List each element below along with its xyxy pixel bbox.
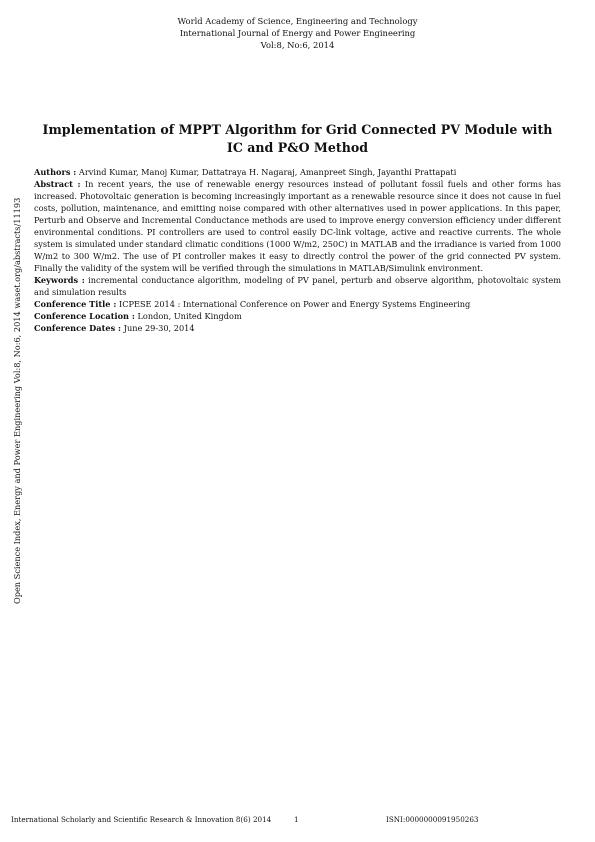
conference-location-value: London, United Kingdom	[137, 311, 242, 321]
footer-isni: ISNI:0000000091950263	[386, 815, 479, 824]
conference-location-row	[34, 310, 561, 322]
authors-label: Authors :	[34, 167, 77, 177]
paper-metadata	[34, 166, 561, 334]
side-index-text: Open Science Index, Energy and Power Engineering Vol:8, No:6, 2014 waset.org/abstracts/11193	[12, 197, 22, 604]
abstract-text: In recent years, the use of renewable energy resources instead of pollutant fossil fuels and other forms has increased. Photovoltaic generation is becoming increasingly important as a renewable resource since it does not cause in fuel costs, pollution, maintenance, and emitting noise compared with other alternatives used in power applications. In this paper, Perturb and Observe and Incremental Conductance methods are used to improve energy conversion efficiency under different environmental conditions. PI controllers are used to control easily DC-link voltage, active and reactive currents. The whole system is simulated under standard climatic conditions (1000 W/m2, 250C) in MATLAB and the irradiance is varied from 1000 W/m2 to 300 W/m2. The use of PI controller makes it easy to directly control the power of the grid connected PV system. Finally the validity of the system will be verified through the simulations in MATLAB/Simulink environment.	[34, 179, 561, 273]
conference-title-label: Conference Title :	[34, 299, 117, 309]
authors-row	[34, 166, 561, 178]
abstract-label: Abstract :	[34, 179, 81, 189]
keywords-label: Keywords :	[34, 275, 85, 285]
conference-dates-value: June 29-30, 2014	[123, 323, 195, 333]
conference-title-value: ICPESE 2014 : International Conference on Power and Energy Systems Engineering	[118, 299, 471, 309]
abstract-row	[34, 178, 561, 274]
header-journal: International Journal of Energy and Power Engineering	[179, 28, 416, 38]
footer-page-number: 1	[294, 815, 299, 824]
header-volume: Vol:8, No:6, 2014	[260, 40, 335, 50]
conference-title-row	[34, 298, 561, 310]
paper-title: Implementation of MPPT Algorithm for Grid Connected PV Module with IC and P&O Method	[42, 122, 553, 155]
keywords-value: incremental conductance algorithm, modeling of PV panel, perturb and observe algorithm, photovoltaic system and simulation results	[34, 275, 562, 297]
conference-dates-label: Conference Dates :	[34, 323, 122, 333]
authors-value: Arvind Kumar, Manoj Kumar, Dattatraya H. Nagaraj, Amanpreet Singh, Jayanthi Prattapati	[78, 167, 457, 177]
footer-publisher: International Scholarly and Scientific Research & Innovation 8(6) 2014	[11, 815, 272, 824]
journal-header	[0, 15, 595, 51]
conference-dates-row	[34, 322, 561, 334]
header-academy: World Academy of Science, Engineering and Technology	[177, 16, 418, 26]
conference-location-label: Conference Location :	[34, 311, 135, 321]
keywords-row	[34, 274, 561, 298]
